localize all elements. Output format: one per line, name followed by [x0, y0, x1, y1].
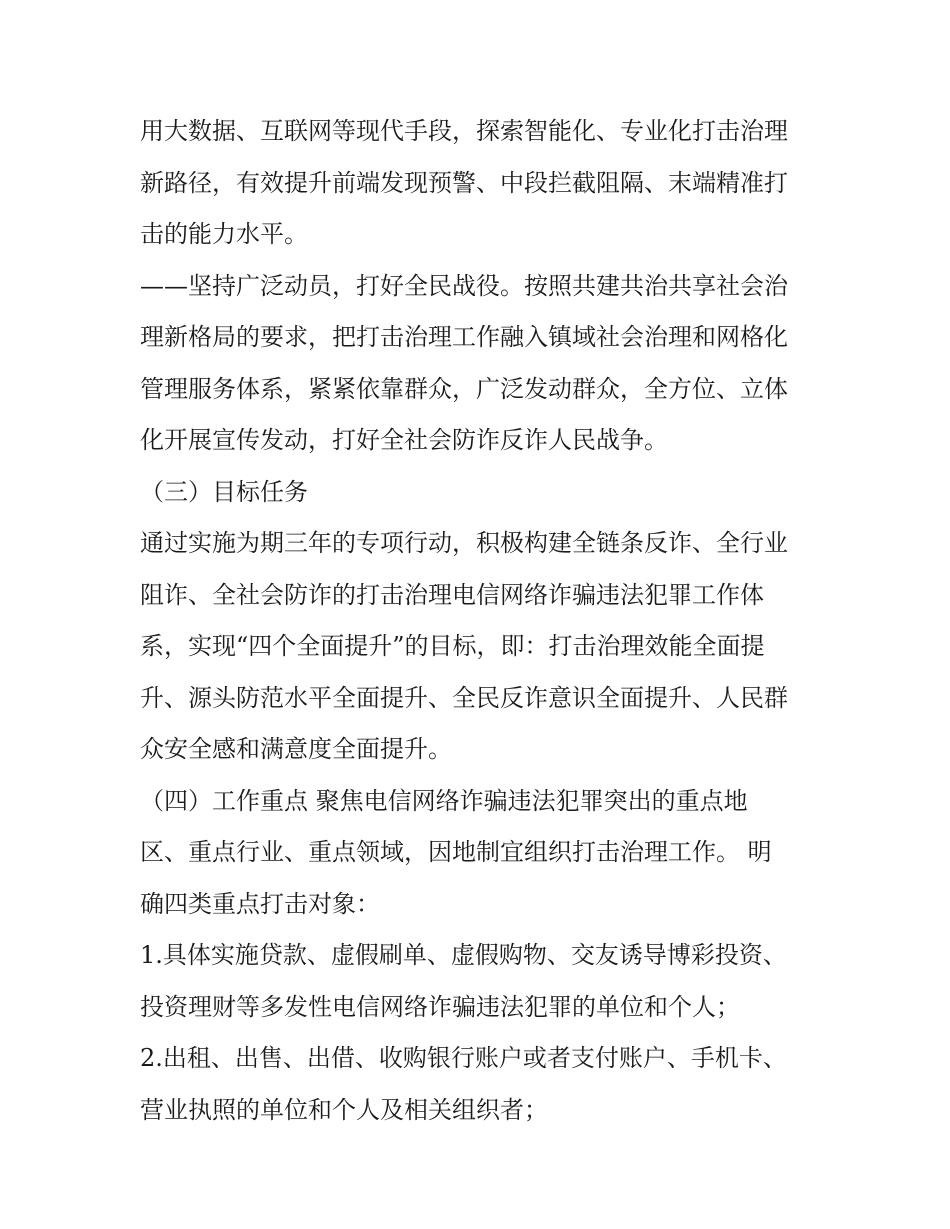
- text-line: 投资理财等多发性电信网络诈骗违法犯罪的单位和个人；: [140, 992, 740, 1021]
- section-heading: （三）目标任务: [140, 477, 308, 506]
- text-line: 通过实施为期三年的专项行动，积极构建全链条反诈、全行业: [140, 529, 788, 557]
- text-line: 新路径，有效提升前端发现预警、中段拦截阻隔、末端精准打: [140, 168, 788, 197]
- text-line: ——坚持广泛动员，打好全民战役。按照共建共治共享社会治: [140, 271, 788, 300]
- document-body: [140, 106, 820, 1136]
- text-line: 阻诈、全社会防诈的打击治理电信网络诈骗违法犯罪工作体: [140, 580, 764, 609]
- text-line: 理新格局的要求，把打击治理工作融入镇域社会治理和网格化: [140, 323, 788, 351]
- text-line: 升、源头防范水平全面提升、全民反诈意识全面提升、人民群: [140, 683, 788, 712]
- list-item: 1.具体实施贷款、虚假刷单、虚假购物、交友诱导博彩投资、: [140, 941, 787, 969]
- text-line: 击的能力水平。: [140, 220, 308, 248]
- text-line: 确四类重点打击对象：: [140, 889, 380, 918]
- text-line: 用大数据、互联网等现代手段，探索智能化、专业化打击治理: [140, 117, 788, 145]
- section-heading: （四）工作重点 聚焦电信网络诈骗违法犯罪突出的重点地: [140, 786, 748, 815]
- text-line: 区、重点行业、重点领域，因地制宜组织打击治理工作。 明: [140, 838, 772, 866]
- text-line: 众安全感和满意度全面提升。: [140, 735, 452, 763]
- text-line: 系，实现“四个全面提升”的目标，即：打击治理效能全面提: [140, 632, 765, 660]
- text-line: 营业执照的单位和个人及相关组织者；: [140, 1095, 548, 1124]
- text-line: 管理服务体系，紧紧依靠群众，广泛发动群众，全方位、立体: [140, 374, 788, 403]
- list-item: 2.出租、出售、出借、收购银行账户或者支付账户、手机卡、: [140, 1044, 787, 1072]
- text-line: 化开展宣传发动，打好全社会防诈反诈人民战争。: [140, 426, 668, 454]
